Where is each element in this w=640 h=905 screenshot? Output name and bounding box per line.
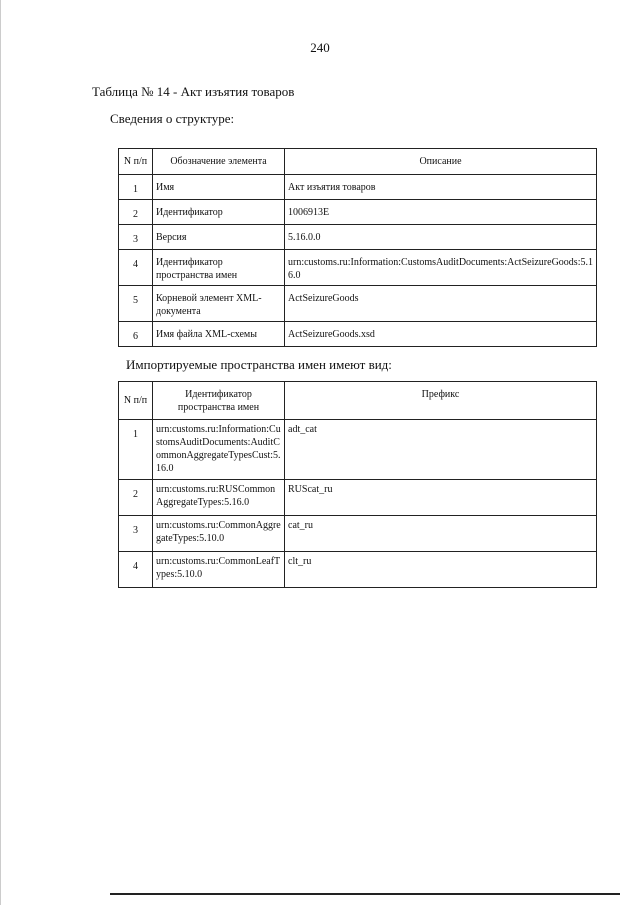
row-number: 2 <box>119 200 153 225</box>
scan-edge <box>0 0 1 905</box>
element-description: 5.16.0.0 <box>285 225 597 250</box>
table-row <box>119 286 597 322</box>
table-row <box>119 225 597 250</box>
element-description: urn:customs.ru:Information:CustomsAuditDocuments:ActSeizureGoods:5.16.0 <box>285 250 597 286</box>
header-cell: N п/п <box>119 149 153 175</box>
table-row <box>119 420 597 480</box>
header-cell: Префикс <box>285 382 597 420</box>
namespace-prefix: adt_cat <box>285 420 597 480</box>
namespace-id: urn:customs.ru:CommonAggregateTypes:5.10.0 <box>153 516 285 552</box>
table-row <box>119 250 597 286</box>
element-description: ActSeizureGoods <box>285 286 597 322</box>
row-number: 4 <box>119 552 153 588</box>
row-number: 3 <box>119 516 153 552</box>
row-number: 5 <box>119 286 153 322</box>
element-description: ActSeizureGoods.xsd <box>285 322 597 347</box>
element-name: Версия <box>153 225 285 250</box>
namespace-prefix: clt_ru <box>285 552 597 588</box>
table-header-row <box>119 149 597 175</box>
table-row <box>119 175 597 200</box>
header-cell: Обозначение элемента <box>153 149 285 175</box>
structure-table <box>118 148 597 347</box>
element-name: Имя <box>153 175 285 200</box>
table-title: Таблица № 14 - Акт изъятия товаров <box>92 84 295 99</box>
element-name: Имя файла XML-схемы <box>153 322 285 347</box>
row-number: 1 <box>119 420 153 480</box>
imports-table <box>118 381 597 588</box>
structure-heading: Сведения о структуре: <box>110 111 235 126</box>
table-header-row <box>119 382 597 420</box>
page-bottom-rule <box>110 893 620 895</box>
element-name: Идентификатор <box>153 200 285 225</box>
namespace-id: urn:customs.ru:RUSCommonAggregateTypes:5.16.0 <box>153 480 285 516</box>
row-number: 4 <box>119 250 153 286</box>
row-number: 3 <box>119 225 153 250</box>
row-number: 6 <box>119 322 153 347</box>
table-row <box>119 516 597 552</box>
namespace-id: urn:customs.ru:CommonLeafTypes:5.10.0 <box>153 552 285 588</box>
table-row <box>119 480 597 516</box>
row-number: 1 <box>119 175 153 200</box>
header-cell: Описание <box>285 149 597 175</box>
header-cell: N п/п <box>119 382 153 420</box>
table-row <box>119 322 597 347</box>
namespace-id: urn:customs.ru:Information:CustomsAuditDocuments:AuditCommonAggregateTypesCust:5.16.0 <box>153 420 285 480</box>
element-description: 1006913Е <box>285 200 597 225</box>
namespace-prefix: RUScat_ru <box>285 480 597 516</box>
header-cell: Идентификатор пространства имен <box>153 382 285 420</box>
element-name: Корневой элемент XML-документа <box>153 286 285 322</box>
namespace-prefix: cat_ru <box>285 516 597 552</box>
element-name: Идентификатор пространства имен <box>153 250 285 286</box>
imports-heading: Импортируемые пространства имен имеют вид: <box>126 357 392 372</box>
page-number: 240 <box>310 40 330 55</box>
element-description: Акт изъятия товаров <box>285 175 597 200</box>
table-row <box>119 200 597 225</box>
row-number: 2 <box>119 480 153 516</box>
table-row <box>119 552 597 588</box>
